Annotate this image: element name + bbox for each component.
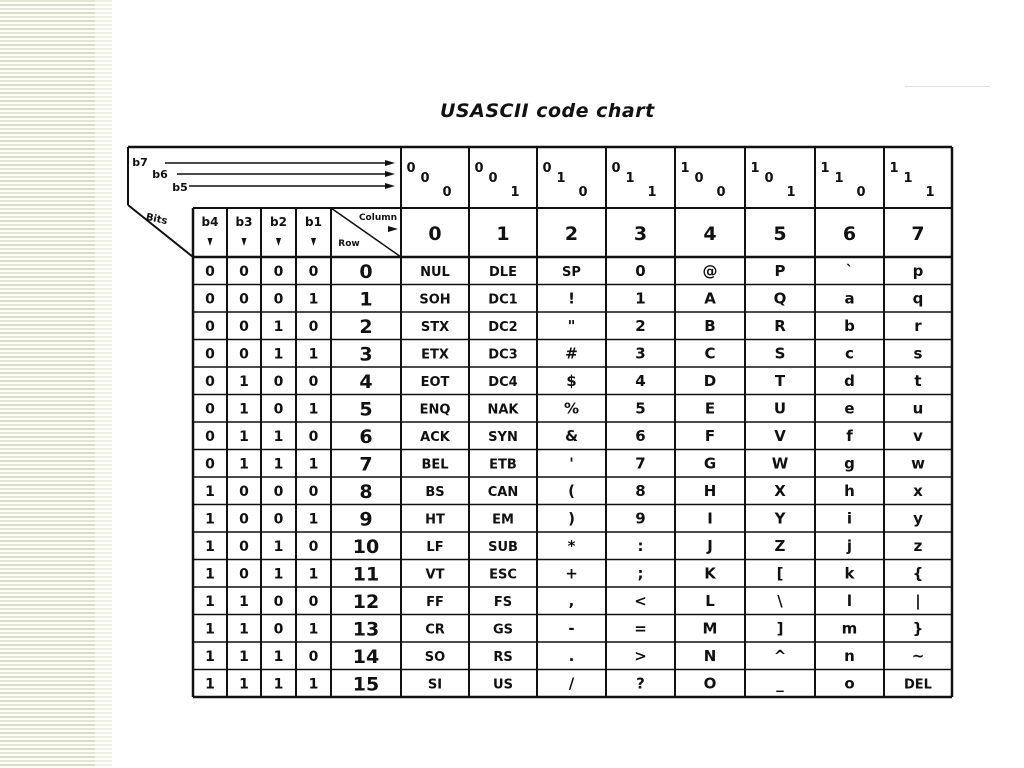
char-cell: -	[568, 619, 575, 638]
row-bit: 0	[239, 291, 249, 308]
row-bit: 0	[273, 511, 284, 528]
bit-header-arrow	[242, 238, 247, 246]
row-bit: 1	[239, 593, 249, 610]
column-number: 4	[703, 223, 717, 245]
column-bit-b5: 0	[442, 185, 452, 200]
row-bit: 0	[308, 318, 319, 335]
bits-label: Bits	[144, 211, 169, 228]
char-cell: i	[846, 509, 853, 528]
char-cell: STX	[420, 319, 450, 335]
row-bit: 0	[273, 401, 284, 418]
char-cell: DC4	[488, 374, 518, 390]
row-number: 10	[352, 535, 380, 558]
char-cell: 7	[635, 454, 646, 473]
row-bit: 1	[239, 648, 249, 665]
char-cell: 1	[635, 289, 646, 308]
row-bit: 1	[239, 428, 249, 445]
char-cell: FS	[493, 594, 513, 610]
char-cell: c	[845, 344, 854, 363]
char-cell: f	[846, 426, 853, 445]
char-cell: ENQ	[419, 402, 451, 418]
char-cell: h	[844, 481, 855, 500]
char-cell: C	[704, 344, 716, 363]
char-cell: 9	[635, 509, 646, 528]
char-cell: O	[703, 674, 717, 693]
char-cell: ,	[568, 591, 575, 610]
column-number: 0	[428, 223, 442, 245]
row-bit: 1	[308, 511, 319, 528]
column-bit-b6: 1	[834, 171, 844, 186]
b6-label: b6	[152, 168, 168, 181]
column-bit-b5: 1	[510, 185, 520, 200]
column-bit-b5: 0	[856, 185, 866, 200]
char-cell: (	[568, 481, 575, 500]
char-cell: "	[567, 316, 576, 335]
char-cell: g	[844, 454, 855, 473]
column-bit-b5: 1	[647, 185, 657, 200]
row-bit: 0	[239, 538, 249, 555]
column-number: 7	[911, 223, 925, 245]
column-bit-b7: 0	[611, 161, 621, 176]
char-cell: Z	[774, 536, 786, 555]
char-cell: ETX	[421, 347, 449, 363]
b7-label: b7	[132, 156, 148, 169]
char-cell: e	[844, 399, 855, 418]
row-bit: 1	[308, 456, 319, 473]
char-cell: k	[844, 564, 855, 583]
row-number: 3	[359, 343, 373, 366]
column-label: Column	[358, 213, 398, 223]
row-number: 13	[352, 618, 380, 641]
char-cell: ESC	[489, 567, 517, 583]
row-bit: 0	[239, 566, 249, 583]
char-cell: `	[845, 261, 854, 280]
char-cell: .	[568, 646, 575, 665]
char-cell: o	[844, 674, 855, 693]
row-bit: 0	[239, 511, 249, 528]
row-number: 1	[359, 288, 373, 311]
char-cell: G	[703, 454, 717, 473]
row-bit: 0	[308, 483, 319, 500]
row-number: 0	[359, 260, 373, 283]
char-cell: @	[702, 261, 718, 280]
char-cell: A	[704, 289, 716, 308]
row-bit: 1	[205, 483, 215, 500]
char-cell: DC2	[488, 319, 518, 335]
row-bit: 1	[239, 456, 249, 473]
row-bit: 1	[273, 318, 284, 335]
column-bit-b7: 1	[750, 161, 760, 176]
char-cell: q	[912, 289, 924, 308]
char-cell: NAK	[487, 402, 519, 418]
char-cell: %	[563, 399, 580, 418]
char-cell: EOT	[420, 374, 450, 390]
char-cell: ACK	[420, 429, 450, 445]
row-bit: 1	[308, 621, 319, 638]
row-number: 4	[359, 370, 373, 393]
char-cell: v	[913, 426, 923, 445]
char-cell: SP	[562, 264, 581, 280]
column-number: 2	[564, 223, 579, 245]
char-cell: {	[912, 564, 924, 583]
char-cell: |	[915, 591, 921, 610]
row-bit: 1	[273, 456, 284, 473]
char-cell: S	[774, 344, 786, 363]
char-cell: s	[913, 344, 923, 363]
row-bit: 0	[205, 401, 215, 418]
char-cell: j	[846, 536, 853, 555]
column-bit-b6: 1	[556, 171, 566, 186]
char-cell: P	[774, 261, 786, 280]
char-cell: w	[911, 454, 925, 473]
row-number: 2	[359, 315, 373, 338]
char-cell: DLE	[489, 264, 517, 280]
char-cell: Q	[773, 289, 787, 308]
char-cell: J	[707, 536, 713, 555]
char-cell: HT	[425, 512, 445, 528]
row-bit: 0	[273, 291, 284, 308]
char-cell: K	[704, 564, 716, 583]
bit-header-b1: b1	[305, 215, 322, 229]
row-bit: 0	[273, 263, 284, 280]
char-cell: ~	[911, 646, 925, 665]
row-number: 9	[359, 508, 373, 531]
bit-header-arrow	[208, 238, 213, 246]
char-cell: 6	[635, 426, 646, 445]
row-number: 11	[352, 563, 380, 586]
bit-header-arrow	[276, 238, 281, 246]
row-bit: 1	[273, 428, 284, 445]
column-arrow	[388, 226, 398, 232]
char-cell: DC3	[488, 347, 518, 363]
char-cell: #	[565, 344, 578, 363]
row-bit: 0	[308, 593, 319, 610]
char-cell: 5	[635, 399, 646, 418]
row-bit: 0	[205, 346, 215, 363]
char-cell: E	[704, 399, 716, 418]
char-cell: !	[568, 289, 575, 308]
column-number: 1	[496, 223, 510, 245]
bit-header-arrow	[311, 238, 316, 246]
row-bit: 0	[308, 373, 319, 390]
column-bit-b5: 1	[925, 185, 935, 200]
char-cell: LF	[426, 539, 444, 555]
char-cell: EM	[492, 512, 514, 528]
row-number: 12	[352, 590, 380, 613]
char-cell: $	[566, 371, 577, 390]
char-cell: D	[703, 371, 717, 390]
char-cell: BEL	[421, 457, 449, 473]
char-cell: :	[637, 536, 644, 555]
char-cell: [	[776, 564, 784, 583]
char-cell: BS	[425, 484, 445, 500]
char-cell: <	[634, 591, 647, 610]
char-cell: DC1	[488, 292, 518, 308]
row-number: 7	[359, 453, 373, 476]
row-bit: 1	[308, 676, 319, 693]
row-bit: 1	[205, 538, 215, 555]
row-bit: 0	[308, 648, 319, 665]
char-cell: CR	[425, 622, 445, 638]
char-cell: /	[568, 674, 575, 693]
char-cell: M	[702, 619, 718, 638]
row-number: 15	[352, 673, 380, 696]
row-bit: 0	[205, 428, 215, 445]
char-cell: y	[913, 509, 923, 528]
row-bit: 1	[308, 566, 319, 583]
row-bit: 1	[239, 676, 249, 693]
char-cell: ;	[637, 564, 644, 583]
char-cell: F	[704, 426, 716, 445]
bit-header-b3: b3	[235, 215, 253, 229]
row-bit: 0	[205, 291, 215, 308]
char-cell: r	[914, 316, 922, 335]
column-number: 3	[633, 223, 648, 245]
char-cell: 8	[635, 481, 646, 500]
char-cell: &	[564, 426, 579, 445]
row-bit: 0	[239, 483, 249, 500]
char-cell: +	[565, 564, 578, 583]
char-cell: m	[841, 619, 858, 638]
char-cell: _	[776, 674, 784, 693]
char-cell: VT	[425, 567, 445, 583]
row-bit: 1	[273, 648, 284, 665]
row-bit: 1	[308, 346, 319, 363]
row-bit: 0	[308, 263, 319, 280]
row-bit: 1	[308, 401, 319, 418]
column-number: 5	[773, 223, 787, 245]
char-cell: \	[777, 591, 783, 610]
row-bit: 1	[308, 291, 319, 308]
row-bit: 0	[273, 621, 284, 638]
column-bit-b5: 0	[578, 185, 588, 200]
column-bit-b7: 0	[542, 161, 552, 176]
row-bit: 1	[205, 511, 215, 528]
char-cell: }	[912, 619, 924, 638]
char-cell: ETB	[489, 457, 517, 473]
row-bit: 1	[273, 676, 284, 693]
char-cell: z	[913, 536, 923, 555]
column-bit-b7: 0	[474, 161, 484, 176]
column-bit-b6: 0	[420, 171, 430, 186]
row-bit: 0	[273, 373, 284, 390]
b5-label: b5	[172, 181, 188, 194]
row-bit: 0	[273, 483, 284, 500]
char-cell: W	[771, 454, 789, 473]
row-bit: 1	[205, 593, 215, 610]
char-cell: I	[707, 509, 713, 528]
bit-header-b4: b4	[201, 215, 219, 229]
row-bit: 0	[205, 373, 215, 390]
char-cell: a	[844, 289, 855, 308]
row-bit: 1	[239, 373, 249, 390]
char-cell: l	[846, 591, 853, 610]
row-bit: 1	[205, 676, 215, 693]
row-label: Row	[338, 239, 360, 249]
char-cell: >	[634, 646, 647, 665]
column-bit-b7: 1	[680, 161, 690, 176]
char-cell: =	[634, 619, 647, 638]
char-cell: u	[912, 399, 924, 418]
char-cell: SOH	[419, 292, 451, 308]
char-cell: SYN	[488, 429, 518, 445]
row-bit: 1	[205, 566, 215, 583]
char-cell: SO	[424, 649, 446, 665]
column-bit-b6: 0	[488, 171, 498, 186]
char-cell: ?	[636, 674, 645, 693]
char-cell: 0	[635, 261, 646, 280]
row-bit: 1	[205, 621, 215, 638]
column-bit-b6: 1	[625, 171, 635, 186]
char-cell: '	[569, 454, 574, 473]
char-cell: R	[774, 316, 786, 335]
row-bit: 0	[239, 263, 249, 280]
row-number: 6	[359, 425, 373, 448]
row-number: 14	[352, 645, 380, 668]
char-cell: ^	[773, 646, 787, 665]
column-bit-b7: 0	[406, 161, 416, 176]
char-cell: FF	[426, 594, 444, 610]
row-bit: 0	[308, 428, 319, 445]
char-cell: ]	[776, 619, 784, 638]
column-bit-b6: 1	[903, 171, 913, 186]
row-bit: 1	[273, 346, 284, 363]
bit-header-b2: b2	[270, 215, 287, 229]
char-cell: US	[493, 677, 513, 693]
char-cell: GS	[492, 622, 514, 638]
column-bit-b5: 0	[716, 185, 726, 200]
char-cell: b	[844, 316, 855, 335]
char-cell: V	[774, 426, 786, 445]
page-title: USASCII code chart	[440, 100, 655, 122]
char-cell: L	[705, 591, 715, 610]
row-number: 5	[359, 398, 373, 421]
row-bit: 0	[205, 456, 215, 473]
char-cell: X	[774, 481, 786, 500]
char-cell: 2	[635, 316, 646, 335]
char-cell: SI	[427, 677, 443, 693]
row-bit: 0	[205, 318, 215, 335]
char-cell: RS	[493, 649, 513, 665]
char-cell: 4	[635, 371, 646, 390]
char-cell: Y	[774, 509, 786, 528]
column-number: 6	[842, 223, 857, 245]
column-bit-b6: 0	[694, 171, 704, 186]
row-bit: 0	[273, 593, 284, 610]
char-cell: U	[773, 399, 787, 418]
bit-arrow-head	[385, 183, 395, 189]
char-cell: NUL	[420, 264, 450, 280]
char-cell: DEL	[904, 677, 932, 693]
bit-arrow-head	[385, 171, 395, 177]
row-bit: 0	[205, 263, 215, 280]
char-cell: N	[703, 646, 717, 665]
char-cell: p	[912, 261, 924, 280]
char-cell: B	[704, 316, 716, 335]
column-bit-b5: 1	[786, 185, 796, 200]
char-cell: d	[844, 371, 855, 390]
char-cell: x	[913, 481, 923, 500]
char-cell: CAN	[487, 484, 519, 500]
row-bit: 1	[273, 566, 284, 583]
char-cell: T	[774, 371, 786, 390]
row-bit: 1	[273, 538, 284, 555]
row-bit: 1	[239, 621, 249, 638]
row-bit: 1	[239, 401, 249, 418]
row-bit: 0	[239, 318, 249, 335]
char-cell: H	[703, 481, 717, 500]
char-cell: )	[568, 509, 575, 528]
char-cell: 3	[635, 344, 646, 363]
row-number: 8	[359, 480, 373, 503]
row-bit: 1	[205, 648, 215, 665]
column-bit-b6: 0	[764, 171, 774, 186]
char-cell: SUB	[488, 539, 518, 555]
char-cell: *	[567, 536, 576, 555]
column-bit-b7: 1	[889, 161, 899, 176]
row-bit: 0	[308, 538, 319, 555]
column-bit-b7: 1	[820, 161, 830, 176]
row-bit: 0	[239, 346, 249, 363]
header-diagonal-border	[128, 205, 193, 257]
char-cell: t	[914, 371, 922, 390]
char-cell: n	[844, 646, 855, 665]
bit-arrow-head	[385, 160, 395, 166]
